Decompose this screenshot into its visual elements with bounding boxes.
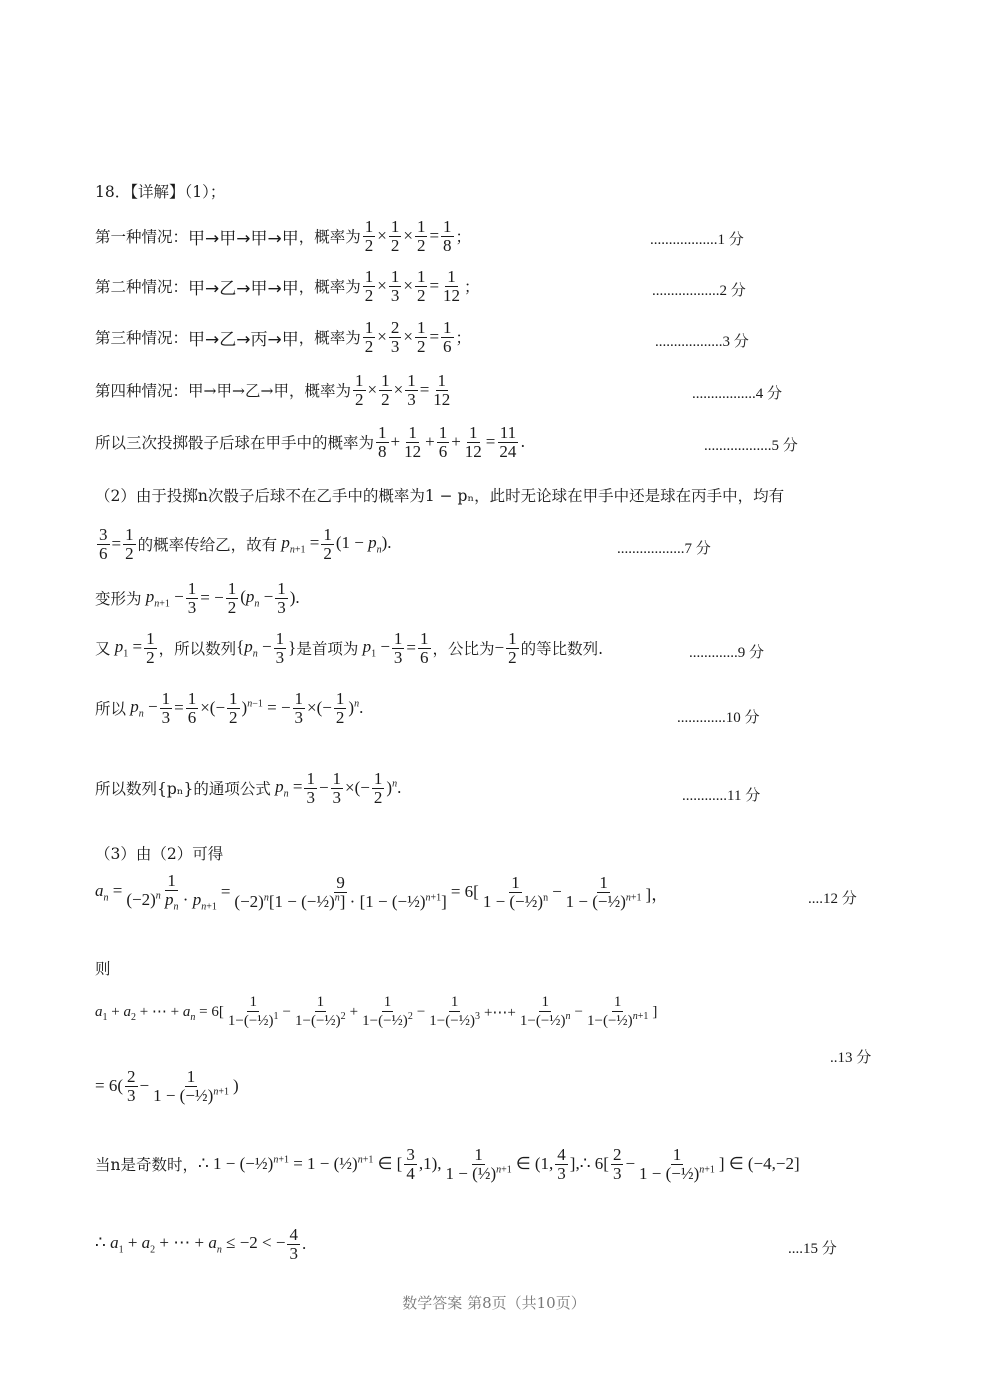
case-2: 第二种情况： 甲→乙→甲→甲 ，概率为 $\frac{1}{2}$ × $\frac{1}{3}$ × $\frac{1}{2}$ = $\frac{1}{12}$ ；: [95, 267, 480, 305]
part2-recurrence: $\frac{3}{6}$ = $\frac{1}{2}$ 的概率传给乙，故有 $p_{n+1}$ = $\frac{1}{2}$ $(1 - p_n)$.: [99, 525, 392, 563]
part2-formula: 所以 $p_n$ − $\frac{1}{3}$ = $\frac{1}{6}$ ×(− $\frac{1}{2}$ )$^{n-1}$ = − $\frac{1}{3}$ ×(− $\frac{1}{2}$ )$^n$.: [95, 689, 364, 727]
score-2: ..................2 分: [652, 283, 746, 299]
part3-sum-result: = 6( 2 3 − $\frac{1}{1 - (-\frac{1}{2})^{n+1}}$ ): [95, 1067, 239, 1105]
score-4: .................4 分: [692, 386, 783, 402]
page-footer: 数学答案 第8页（共10页）: [402, 1294, 586, 1312]
part2-transform: 变形为 $p_{n+1}$ − $\frac{1}{3}$ = − $\frac{1}{2}$ ($p_n$ − $\frac{1}{3}$ ).: [95, 579, 300, 617]
case-1: 第一种情况： 甲→甲→甲→甲 ，概率为 $\frac{1}{2}$ × $\frac{1}{2}$ × $\frac{1}{2}$ = $\frac{1}{8}$ ；: [95, 217, 472, 255]
score-3: ..................3 分: [655, 334, 749, 350]
part3-an: $a_n$ = $\frac{1}{(-2)^n p_n \cdot p_{n+1}}$ = $\frac{9}{(-2)^n[1 - (-\frac{1}{2})^n] \cdot [1 - (-\frac{1}{2})^{n+1}]}$ = 6[ 1 1 − (−½)$^n$ − $\frac{1}{1 - (-\frac{1}{2})^{n+1}}$ ]，: [95, 871, 669, 913]
part3-final: ∴ $a_1 + a_2$ + ⋯ + $a_n \le -2$ < − $\frac{4}{3}$ .: [95, 1225, 307, 1263]
score-12: ....12 分: [808, 891, 857, 907]
score-15: ....15 分: [788, 1241, 837, 1257]
part2-general: 所以数列{pₙ}的通项公式 $p_n$ = $\frac{1}{3}$ − $\frac{1}{3}$ ×(− $\frac{1}{2}$ )$^n$.: [95, 769, 402, 807]
score-10: .............10 分: [677, 710, 760, 726]
problem-title: 18．【详解】（1）；: [95, 183, 226, 201]
score-7: ..................7 分: [617, 541, 711, 557]
part2-intro: （2）由于投掷n次骰子后球不在乙手中的概率为1 − pₙ，此时无论球在甲手中还是球在丙手中，均有: [95, 487, 785, 505]
part3-then: 则: [95, 960, 111, 978]
score-1: ..................1 分: [650, 232, 744, 248]
case-4: 第四种情况： 甲→甲→乙→甲 ，概率为 $\frac{1}{2}$ × $\frac{1}{2}$ × $\frac{1}{3}$ = $\frac{1}{12}$: [95, 371, 451, 409]
score-5: ..................5 分: [704, 438, 798, 454]
score-13: ..13 分: [830, 1050, 872, 1066]
part3-intro: （3）由（2）可得: [95, 845, 224, 863]
part3-sum: $a_1 + a_2$ + ⋯ + $a_n = 6$[ 1 1−(−½)$^1$ − $\frac{1}{1-(-\frac{1}{2})^2}$ + $\frac{1}{1-(-\frac{1}{2})^2}$ − $\frac{1}{1-(-\frac{1}{2})^3}$ +⋯+ $\frac{1}{1-(-\frac{1}{2})^n}$ − $\frac{1}{1-(-\frac{1}{2})^{n+1}}$ ]: [95, 994, 658, 1029]
score-9: .............9 分: [689, 645, 765, 661]
part2-geometric: 又 $p_1$ = $\frac{1}{2}$ ，所以数列 {$p_n$ − $\frac{1}{3}$ } 是首项为 $p_1$ − $\frac{1}{3}$ = $\frac{1}{6}$ ，公比为 − $\frac{1}{2}$ 的等比数列.: [95, 629, 604, 667]
sum-line: 所以三次投掷骰子后球在甲手中的概率为 1 8 + $\frac{1}{12}$ + $\frac{1}{6}$ + $\frac{1}{12}$ = $\frac{11}{24}$ .: [95, 423, 526, 461]
part3-odd: 当n是奇数时， ∴ 1 − (−½)$^{n+1}$ = 1 − (½)$^{n+1}$ ∈ [ 3 4 ,1), 1 1 − (½)$^{n+1}$ ∈ (1, 4 3 ],∴ 6[ 2 3 − $\frac{1}{1 - (-\frac{1}{2})^{n+1}}$ ] ∈ (−4,−2]: [95, 1145, 800, 1183]
case-3: 第三种情况： 甲→乙→丙→甲 ，概率为 $\frac{1}{2}$ × $\frac{2}{3}$ × $\frac{1}{2}$ = $\frac{1}{6}$ ；: [95, 318, 472, 356]
score-11: ............11 分: [682, 788, 761, 804]
